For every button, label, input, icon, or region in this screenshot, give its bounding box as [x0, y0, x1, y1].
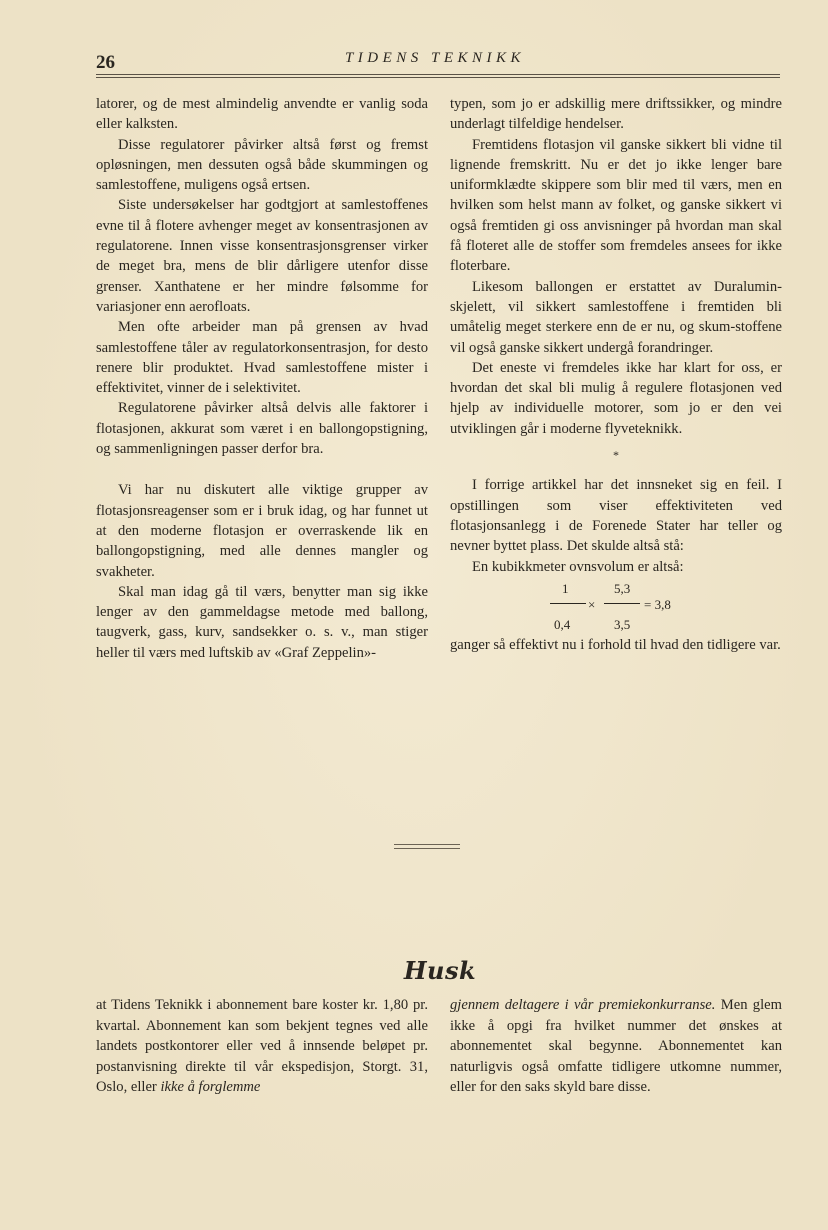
header-rule-top	[96, 74, 780, 75]
paragraph: Regulatorene påvirker altså delvis alle faktorer i flotasjonen, akkurat som været i en ballongopstigning, og sammenligningen passer derfor bra.	[96, 400, 428, 458]
paragraph: latorer, og de mest almindelig anvendte er vanlig soda eller kalksten.	[96, 96, 428, 133]
fraction-bar-1	[550, 603, 586, 604]
husk-right-text: Men glem ikke å opgi fra hvilket nummer det ønskes at abonnementet skal begynne. Abonnementet kan naturligvis også omfatte tidligere utkomne nummer, eller for den saks skyld bare disse.	[450, 997, 782, 1096]
formula-numerator-2: 5,3	[614, 580, 631, 596]
husk-left-italic: ikke å forglemme	[160, 1079, 261, 1096]
husk-right-italic: gjennem deltagere i vår premiekonkurranse.	[450, 997, 716, 1013]
paragraph: ganger så effektivt nu i forhold til hvad den tidligere var.	[450, 636, 781, 653]
paragraph: Vi har nu diskutert alle viktige grupper av flotasjonsreagenser som er i bruk idag, og har funnet ut at den moderne flotasjon er overraskende lik en ballongopstigning, med alle dennes mangler og svakheter.	[96, 482, 428, 580]
formula-denominator-2: 3,5	[614, 616, 631, 632]
right-column	[450, 94, 782, 655]
fraction-bar-2	[604, 603, 640, 604]
page-number: 26	[96, 52, 115, 73]
divider-rule	[394, 848, 460, 849]
paragraph: Likesom ballongen er erstattet av Duralumin-skjelett, vil sikkert samlestoffene i fremtiden bli umåtelig meget sterkere enn de er nu, og skum-stoffene vil også ganske sikkert undergå forandringer.	[450, 278, 782, 356]
paragraph: Disse regulatorer påvirker altså først og fremst opløsningen, men dessuten også både skummingen og samlestoffene, muligens også ertsen.	[96, 136, 428, 194]
husk-paragraph	[450, 995, 782, 1098]
correction-paragraph: I forrige artikkel har det innsneket sig en feil. I opstillingen som viser effektiviteten ved flotasjonsanlegg i de Forenede Stater har teller og nevner byttet plass. Det skulde altså stå:	[450, 477, 782, 555]
paragraph: Det eneste vi fremdeles ikke har klart for oss, er hvordan det skal bli mulig å regulere flotasjonen ved hjelp av individuelle motorer, som jo er den vei utviklingen går i moderne flyveteknikk.	[450, 359, 782, 437]
paragraph: typen, som jo er adskillig mere driftssikker, og mindre underlagt tilfeldige hendelser.	[450, 96, 782, 133]
divider-rule	[394, 844, 460, 845]
husk-paragraph	[96, 995, 428, 1098]
left-column	[96, 94, 428, 663]
paragraph: Fremtidens flotasjon vil ganske sikkert bli vidne til lignende fremskritt. Nu er det jo ikke lenger bare uniformklædte skippere som blir med til værs, men en hvilken som helst mann av folket, og ganske sikkert vi også fremtiden gi oss anvisninger på hvordan man skal få floteret alle de stoffer som fremdeles ansees for ikke floterbare.	[450, 136, 782, 275]
times-sign: ×	[588, 596, 596, 612]
section-separator: *	[613, 448, 619, 463]
formula-numerator-1: 1	[562, 580, 569, 596]
running-head: TIDENS TEKNIKK	[344, 50, 526, 66]
husk-right-column	[450, 995, 782, 1098]
formula-result: = 3,8	[644, 596, 671, 612]
husk-heading: Husk	[403, 956, 477, 985]
paragraph: Skal man idag gå til værs, benytter man sig ikke lenger av den gammeldagse metode med ballong, taugverk, gass, kurv, sandsekker o. s. v., man stiger heller til værs med luftskib av «Graf Zeppelin»-	[96, 583, 428, 661]
correction-paragraph: En kubikkmeter ovnsvolum er altså:	[472, 558, 684, 575]
formula-denominator-1: 0,4	[554, 616, 571, 632]
paragraph: Siste undersøkelser har godtgjort at samlestoffenes evne til å flotere avhenger meget av konsentrasjonen av regulatorene. Innen visse konsentrasjonsgrenser virker de meget bra, mens de blir dårligere utenfor disse grenser. Xanthatene er her mindre følsomme for variasjoner enn aerofloats.	[96, 197, 428, 315]
paragraph: Men ofte arbeider man på grensen av hvad samlestoffene tåler av regulatorkonsentrasjon, for desto renere blir produktet. Hvad samlestoffene mister i effektivitet, vinner de i selektivitet.	[96, 319, 428, 397]
husk-left-text: at Tidens Teknikk i abonnement bare koster kr. 1,80 pr. kvartal. Abonnement kan som bekjent tegnes ved alle landets postkontorer eller ved å innsende beløpet pr. postanvisning direkte til vår ekspedisjon, Storgt. 31, Oslo, eller	[96, 997, 428, 1096]
header-rule-bottom	[96, 77, 780, 78]
husk-left-column	[96, 995, 428, 1098]
formula	[450, 577, 782, 635]
